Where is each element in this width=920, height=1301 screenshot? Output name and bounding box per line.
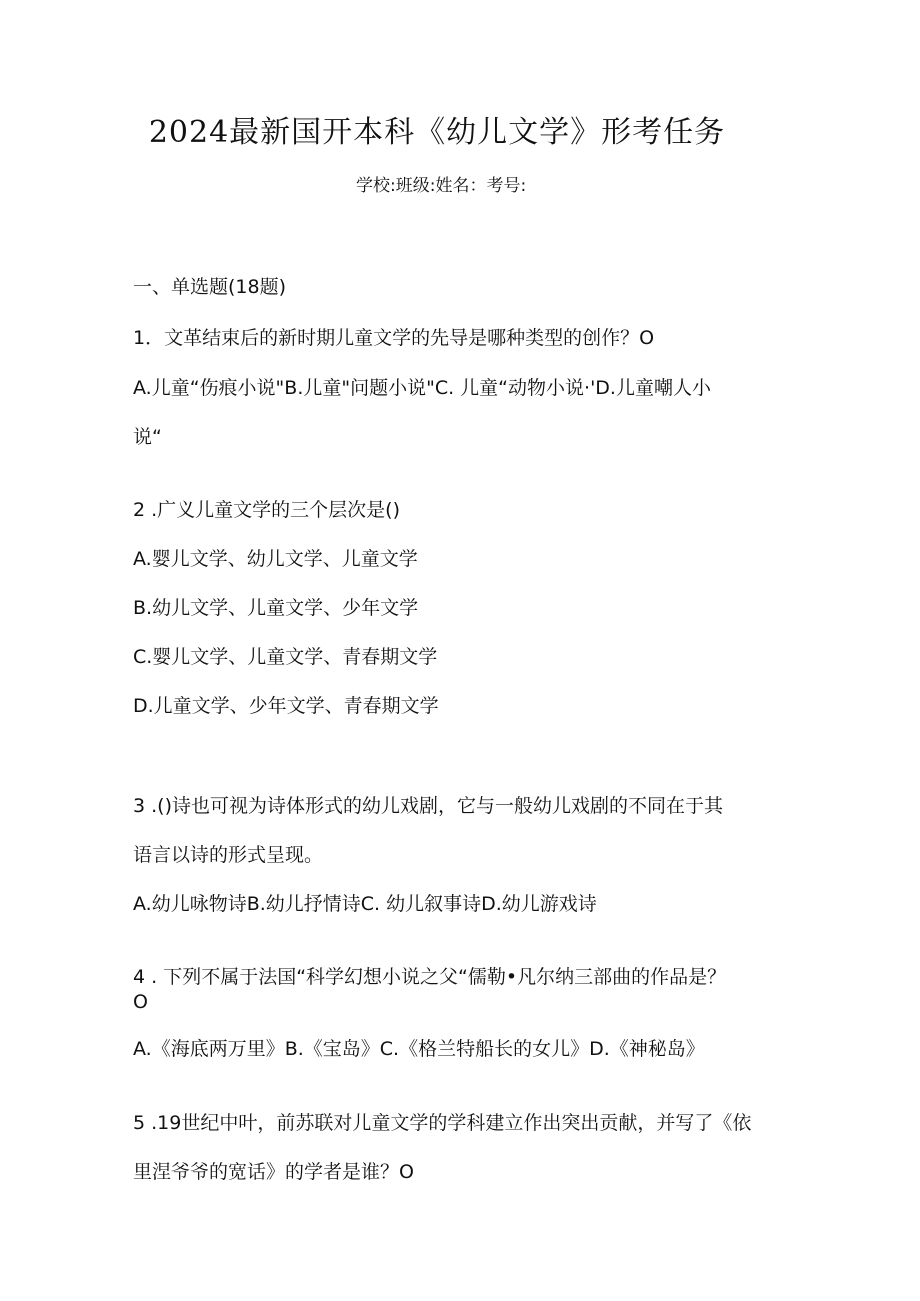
question-1-stem: 1．文革结束后的新时期儿童文学的先导是哪种类型的创作？O (133, 327, 655, 349)
question-2-stem: 2 .广义儿童文学的三个层次是() (133, 499, 400, 521)
document-title: 2024最新国开本科《幼儿文学》形考任务 (148, 115, 726, 150)
question-1-options: A.儿童“伤痕小说"B.儿童"问题小说"C. 儿童“动物小说·'D.儿童嘲人小 (133, 377, 711, 399)
question-5-stem-cont: 里涅爷爷的宽话》的学者是谁？O (133, 1161, 414, 1183)
student-info-line: 学校:班级:姓名：考号: (356, 176, 527, 196)
question-3-options: A.幼儿咏物诗B.幼儿抒情诗C. 幼儿叙事诗D.幼儿游戏诗 (133, 893, 597, 915)
question-2-option-c: C.婴儿文学、儿童文学、青春期文学 (133, 646, 438, 668)
question-4-options: A.《海底两万里》B.《宝岛》C.《格兰特船长的女儿》D.《神秘岛》 (133, 1038, 705, 1060)
question-2-option-d: D.儿童文学、少年文学、青春期文学 (133, 695, 439, 717)
section-heading: 一、单选题(18题) (133, 276, 287, 298)
question-2-option-b: B.幼儿文学、儿童文学、少年文学 (133, 597, 419, 619)
question-4-stem: 4 . 下列不属于法国“科学幻想小说之父“儒勒•凡尔纳三部曲的作品是？ (133, 966, 727, 988)
question-5-stem: 5 .19世纪中叶，前苏联对儿童文学的学科建立作出突出贡献，并写了《依 (133, 1112, 752, 1134)
question-3-stem: 3 .()诗也可视为诗体形式的幼儿戏剧，它与一般幼儿戏剧的不同在于其 (133, 795, 723, 817)
question-4-stem-cont: O (133, 991, 148, 1013)
question-2-option-a: A.婴儿文学、幼儿文学、儿童文学 (133, 548, 418, 570)
question-1-options-cont: 说“ (133, 426, 162, 448)
question-3-stem-cont: 语言以诗的形式呈现。 (133, 844, 324, 866)
